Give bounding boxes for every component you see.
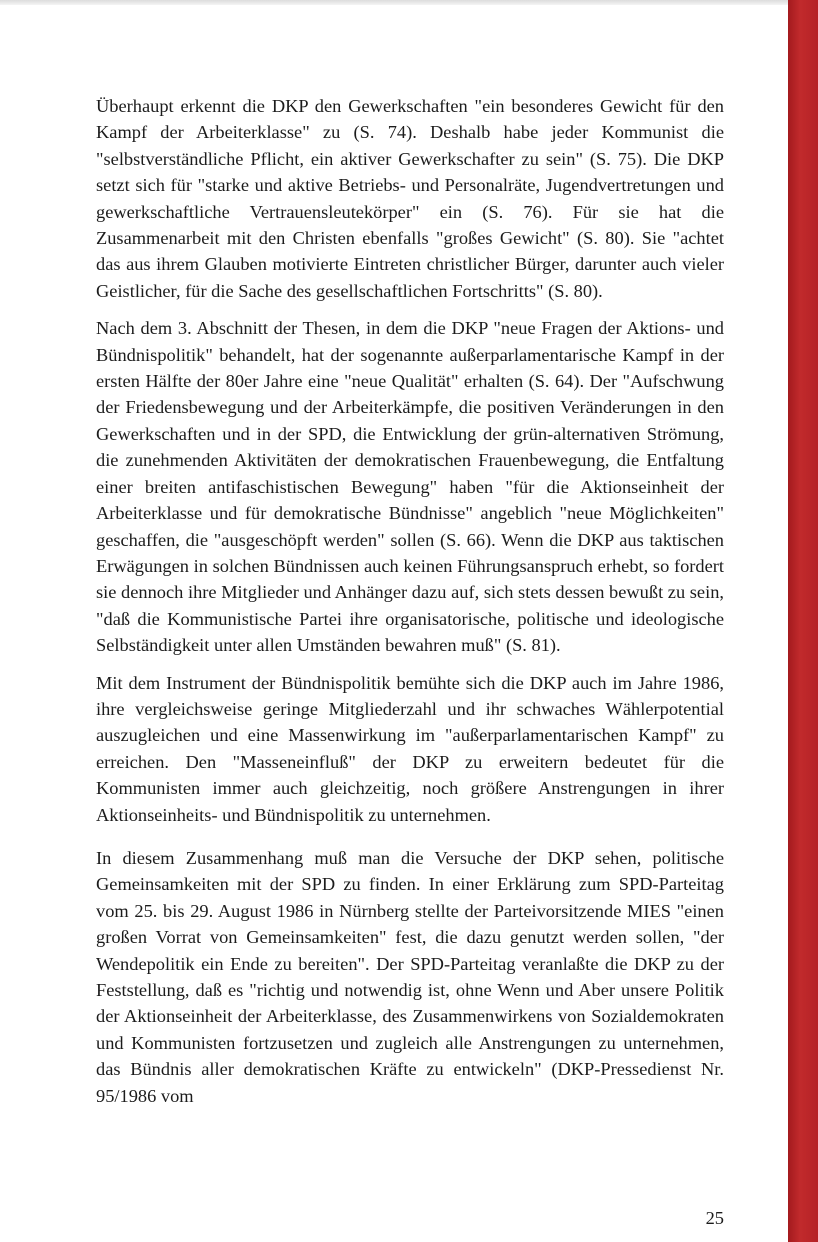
- paragraph-2: Nach dem 3. Abschnitt der Thesen, in dem die DKP "neue Fragen der Aktions- und Bündnispolitik" behandelt, hat der sogenannte außerparlamentarische Kampf in der ersten Hälfte der 80er Jahre eine "neue Qualität" erhalten (S. 64). Der "Aufschwung der Friedensbewegung und der Arbeiterkämpfe, die positiven Veränderungen in den Gewerkschaften und in der SPD, die Entwicklung der grün-alternativen Strömung, die zunehmenden Aktivitäten der demokratischen Frauenbewegung, die Entfaltung einer breiten antifaschistischen Bewegung" haben "für die Aktionseinheit der Arbeiterklasse und für demokratische Bündnisse" angeblich "neue Möglichkeiten" geschaffen, die "ausgeschöpft werden" sollen (S. 66). Wenn die DKP aus taktischen Erwägungen in solchen Bündnissen auch keinen Führungsanspruch erhebt, so fordert sie dennoch ihre Mitglieder und Anhänger dazu auf, sich stets dessen bewußt zu sein, "daß die Kommunistische Partei ihre organisatorische, politische und ideologische Selbständigkeit unter allen Umständen bewahren muß" (S. 81).: [96, 318, 724, 656]
- paragraph-4: In diesem Zusammenhang muß man die Versuche der DKP sehen, politische Gemeinsamkeiten mit der SPD zu finden. In einer Erklärung zum SPD-Parteitag vom 25. bis 29. August 1986 in Nürnberg stellte der Parteivorsitzende MIES "einen großen Vorrat von Gemeinsamkeiten" fest, die dazu genutzt werden sollen, "der Wendepolitik ein Ende zu bereiten". Der SPD-Parteitag veranlaßte die DKP zu der Feststellung, daß es "richtig und notwendig ist, ohne Wenn und Aber unsere Politik der Aktionseinheit der Arbeiterklasse, des Zusammenwirkens von Sozialdemokraten und Kommunisten fortzusetzen und zugleich alle Anstrengungen zu unternehmen, das Bündnis aller demokratischen Kräfte zu entwickeln" (DKP-Pressedienst Nr. 95/1986 vom: [96, 847, 724, 1106]
- page-body: [96, 93, 724, 1120]
- top-edge: [0, 0, 790, 5]
- page-number: 25: [705, 1208, 724, 1228]
- paragraph-3: Mit dem Instrument der Bündnispolitik bemühte sich die DKP auch im Jahre 1986, ihre vergleichsweise geringe Mitgliederzahl und ihr schwaches Wählerpotential auszugleichen und eine Massenwirkung im "außerparlamentarischen Kampf" zu erreichen. Den "Masseneinfluß" der DKP zu erweitern bedeutet für die Kommunisten immer auch gleichzeitig, noch größere Anstrengungen in ihrer Aktionseinheits- und Bündnispolitik zu unternehmen.: [96, 672, 724, 825]
- paragraph-1: Überhaupt erkennt die DKP den Gewerkschaften "ein besonderes Gewicht für den Kampf der Arbeiterklasse" zu (S. 74). Deshalb habe jeder Kommunist die "selbstverständliche Pflicht, ein aktiver Gewerkschafter zu sein" (S. 75). Die DKP setzt sich für "starke und aktive Betriebs- und Personalräte, Jugendvertretungen und gewerkschaftliche Vertrauensleutekörper" ein (S. 76). Für sie hat die Zusammenarbeit mit den Christen ebenfalls "großes Gewicht" (S. 80). Sie "achtet das aus ihrem Glauben motivierte Eintreten christlicher Bürger, darunter auch vieler Geistlicher, für die Sache des gesellschaftlichen Fortschritts" (S. 80).: [96, 96, 724, 301]
- red-book-edge: [788, 0, 818, 1242]
